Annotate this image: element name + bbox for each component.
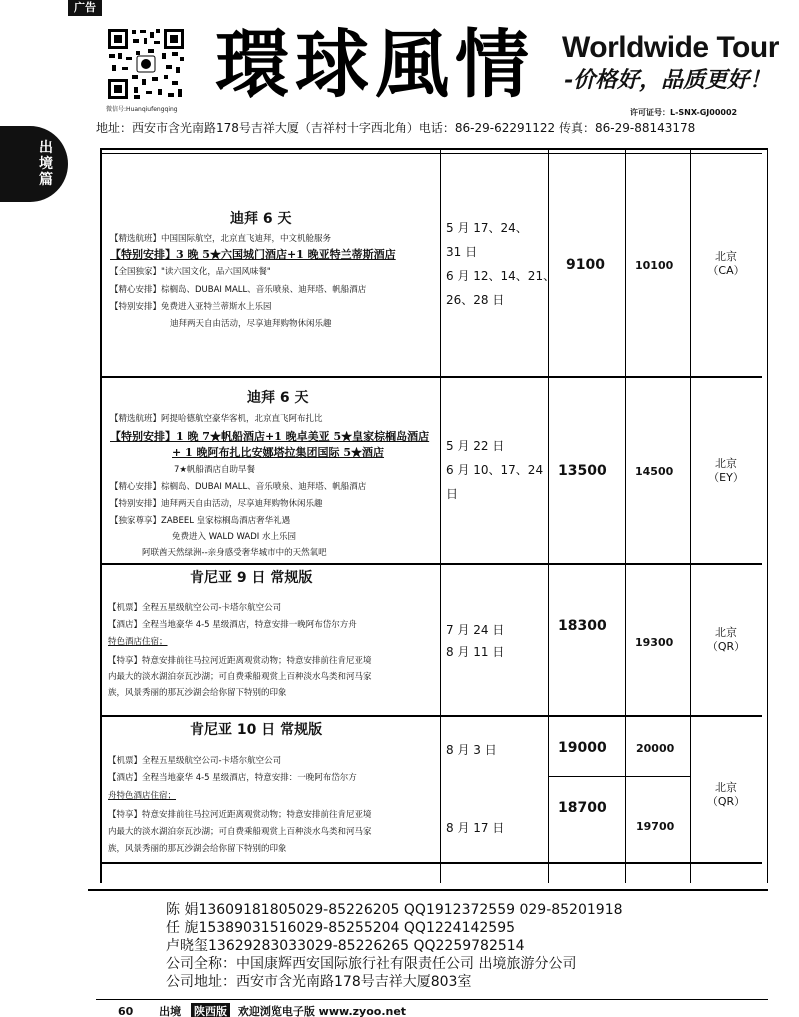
table-row-divider	[100, 563, 762, 565]
tour-feature: 【精心安排】棕榈岛、DUBAI MALL、音乐喷泉、迪拜塔、帆船酒店	[110, 482, 367, 492]
contact-rule	[88, 889, 768, 891]
tour-feature: 免费进入 WALD WADI 水上乐园	[172, 532, 296, 542]
departure-city	[696, 781, 756, 809]
tour-feature: 【特享】特意安排前往马拉河近距离观赏动物；特意安排前往肯尼亚境	[108, 656, 372, 666]
tour-feature	[110, 248, 396, 262]
table-col-divider	[625, 150, 626, 883]
price: 19000	[558, 740, 607, 756]
departure-date: 26、28 日	[446, 293, 505, 307]
tour-feature: 【酒店】全程当地豪华 4-5 星级酒店，特意安排：一晚阿布岱尔方	[108, 773, 357, 783]
departure-dates	[446, 434, 543, 506]
airline-code: （EY）	[708, 471, 744, 484]
city-name: 北京	[715, 781, 737, 794]
departure-date: 8 月 3 日	[446, 743, 497, 757]
tour-title: 肯尼亚 9 日 常规版	[190, 570, 313, 586]
price-alt: 14500	[635, 465, 674, 478]
page-number: 60	[118, 1005, 134, 1017]
table-top-rule	[100, 148, 768, 150]
brand-title: 環球風情	[215, 22, 535, 108]
departure-date: 日	[446, 487, 459, 501]
contact-line: 陈 娟13609181805029-85226205 QQ1912372559 029-85201918	[166, 902, 623, 918]
departure-city	[696, 626, 756, 654]
price-alt: 20000	[636, 742, 675, 755]
city-name: 北京	[715, 626, 737, 639]
contact-line: 卢晓玺13629283033029-85226265 QQ2259782514	[166, 938, 525, 954]
tour-feature: 【全国独家】"读六国文化，品六国风味餐"	[110, 267, 271, 277]
tour-feature-text: 舟特色酒店住宿；	[108, 791, 177, 801]
tour-feature	[172, 446, 384, 460]
section-tab	[0, 126, 68, 202]
tour-feature: 【精心安排】棕榈岛、DUBAI MALL、音乐喷泉、迪拜塔、帆船酒店	[110, 285, 367, 295]
tour-feature: 迪拜两天自由活动，尽享迪拜购物休闲乐趣	[170, 319, 332, 329]
table-col-divider	[440, 150, 441, 883]
tour-feature: 【特别安排】免费进入亚特兰蒂斯水上乐园	[110, 302, 272, 312]
license-number: 许可证号：L-SNX-GJ00002	[630, 108, 738, 117]
table-row-divider	[100, 715, 762, 717]
tour-feature	[108, 791, 176, 802]
departure-date: 6 月 10、17、24	[446, 463, 544, 477]
tour-feature: 【酒店】全程当地豪华 4-5 星级酒店，特意安排一晚阿布岱尔方舟	[108, 620, 357, 630]
tour-feature: 内最大的淡水湖泊奈瓦沙湖；可自费乘船观赏上百种淡水鸟类和河马家	[108, 827, 372, 837]
tour-feature-text: 【特别安排】1 晚 7★帆船酒店+1 晚卓美亚 5★皇家棕榈岛酒店	[110, 430, 430, 443]
price-alt: 10100	[635, 259, 674, 272]
tour-feature: 【特享】特意安排前往马拉河近距离观赏动物；特意安排前往肯尼亚境	[108, 810, 372, 820]
footer-link[interactable]: 欢迎浏览电子版 www.zyoo.net	[237, 1005, 407, 1017]
airline-code: （QR）	[706, 795, 746, 808]
price: 18300	[558, 618, 607, 634]
tour-feature-text: 【特别安排】3 晚 5★六国城门酒店+1 晚亚特兰蒂斯酒店	[110, 248, 396, 261]
tour-feature: 7★帆船酒店自助早餐	[174, 465, 256, 475]
departure-date: 31 日	[446, 245, 478, 259]
tour-title: 迪拜 6 天	[230, 211, 292, 227]
table-row-divider	[100, 153, 762, 154]
price: 9100	[566, 257, 605, 273]
qr-code-icon	[106, 27, 186, 101]
footer-rule	[96, 999, 768, 1000]
city-name: 北京	[715, 250, 737, 263]
tour-feature: 内最大的淡水湖泊奈瓦沙湖；可自费乘船观赏上百种淡水鸟类和河马家	[108, 672, 372, 682]
section-tab-char: 境	[39, 156, 53, 172]
table-col-divider	[690, 150, 691, 883]
table-row-divider	[100, 376, 762, 378]
price-alt: 19300	[635, 636, 674, 649]
tour-feature	[108, 637, 168, 648]
departure-date: 7 月 24 日	[446, 623, 505, 637]
price: 13500	[558, 463, 607, 479]
contact-line: 任 旎15389031516029-85255204 QQ1224142595	[166, 920, 516, 936]
address-bar: 地址：西安市含光南路178号吉祥大厦（吉祥村十字西北角）电话：86-29-62291122 传真：86-29-88143178	[96, 121, 696, 135]
company-name: 公司全称：中国康辉西安国际旅行社有限责任公司 出境旅游分公司	[166, 956, 577, 972]
section-name: 出境	[159, 1005, 182, 1017]
tour-feature: 【精选航班】中国国际航空，北京直飞迪拜，中文机舱服务	[110, 234, 332, 244]
brand-slogan: -价格好，品质更好！	[564, 67, 772, 93]
edition-badge: 陕西版	[191, 1003, 230, 1017]
city-name: 北京	[715, 457, 737, 470]
airline-code: （CA）	[707, 264, 745, 277]
company-address: 公司地址：西安市含光南路178号吉祥大厦803室	[166, 974, 472, 990]
tour-feature	[110, 430, 429, 444]
tour-feature: 【特别安排】迪拜两天自由活动，尽享迪拜购物休闲乐趣	[110, 499, 323, 509]
table-row-divider	[100, 862, 762, 864]
section-tab-label	[38, 140, 54, 188]
departure-date: 5 月 17、24、	[446, 221, 528, 235]
departure-date: 5 月 22 日	[446, 439, 505, 453]
tour-feature: 族，风景秀丽的那瓦沙湖会给你留下特别的印象	[108, 688, 287, 698]
departure-city	[696, 457, 756, 485]
tour-feature: 阿联酋天然绿洲--亲身感受奢华城市中的天然氧吧	[142, 548, 327, 558]
ad-tag: 广告	[68, 0, 102, 16]
tour-feature: 【机票】全程五星级航空公司-卡塔尔航空公司	[108, 756, 282, 766]
brand-title-en: Worldwide Tour	[562, 31, 779, 64]
departure-dates	[446, 216, 555, 312]
departure-date: 8 月 17 日	[446, 821, 505, 835]
price: 18700	[558, 800, 607, 816]
tour-feature: 【机票】全程五星级航空公司-卡塔尔航空公司	[108, 603, 282, 613]
section-tab-char: 篇	[39, 172, 53, 188]
tour-feature: 【精选航班】阿提哈德航空豪华客机，北京直飞阿布扎比	[110, 414, 323, 424]
page-footer	[118, 1003, 406, 1017]
airline-code: （QR）	[706, 640, 746, 653]
tour-feature: 族，风景秀丽的那瓦沙湖会给你留下特别的印象	[108, 844, 287, 854]
price-alt: 19700	[636, 820, 675, 833]
tour-title: 肯尼亚 10 日 常规版	[190, 722, 323, 738]
departure-dates	[446, 619, 504, 663]
table-subrow-divider	[548, 776, 690, 777]
departure-date: 8 月 11 日	[446, 645, 505, 659]
tour-feature-text: + 1 晚阿布扎比安娜塔拉集团国际 5★酒店	[172, 446, 385, 459]
tour-feature: 【独家尊享】ZABEEL 皇家棕榈岛酒店奢华礼遇	[110, 516, 291, 526]
section-tab-char: 出	[39, 140, 53, 156]
tour-feature-text: 特色酒店住宿；	[108, 637, 168, 647]
tour-title: 迪拜 6 天	[247, 390, 309, 406]
departure-date: 6 月 12、14、21、	[446, 269, 556, 283]
wechat-id: 微信号:Huanqiufengqing	[106, 106, 178, 113]
departure-city	[696, 250, 756, 278]
